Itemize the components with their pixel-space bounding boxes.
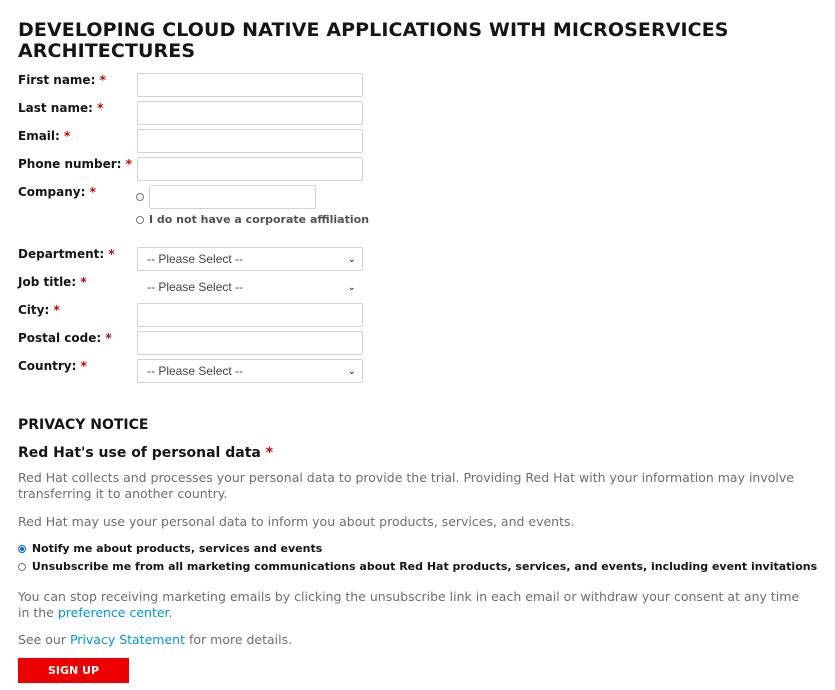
preference-center-link[interactable]: preference center [57,605,169,620]
first-name-label: First name: * [18,73,106,87]
unsubscribe-option[interactable] [18,560,817,573]
department-select[interactable]: -- Please Select -- ⌄ [137,247,363,271]
sign-up-button[interactable]: SIGN UP [18,658,129,683]
chevron-down-icon: ⌄ [347,366,356,377]
privacy-statement-link[interactable]: Privacy Statement [69,632,185,647]
notify-radio[interactable] [18,545,26,553]
email-label: Email: * [18,129,71,143]
email-input[interactable] [137,129,363,153]
postal-code-row [18,331,418,355]
city-label: City: * [18,303,60,317]
last-name-label: Last name: * [18,101,104,115]
last-name-input[interactable] [137,101,363,125]
city-input[interactable] [137,303,363,327]
notify-option[interactable] [18,542,322,555]
privacy-subheading: Red Hat's use of personal data * [18,445,274,461]
phone-row [18,157,418,181]
no-affiliation-label: I do not have a corporate affiliation [149,213,370,226]
email-row [18,129,418,153]
unsubscribe-option-label: Unsubscribe me from all marketing communications about Red Hat products, services, and events, including event invitations [31,560,818,573]
phone-input[interactable] [137,157,363,181]
notify-option-label: Notify me about products, services and events [31,542,323,555]
no-affiliation-radio[interactable] [136,216,144,224]
phone-label: Phone number: * [18,157,132,171]
postal-code-label: Postal code: * [18,331,112,345]
company-label: Company: * [18,185,96,199]
company-input[interactable] [149,185,316,209]
job-title-select[interactable]: -- Please Select -- ⌄ [137,275,363,299]
last-name-row [18,101,418,125]
job-title-label: Job title: * [18,275,87,289]
first-name-input[interactable] [137,73,363,97]
privacy-paragraph-3: You can stop receiving marketing emails by clicking the unsubscribe link in each email or withdraw your consent at any time in the preference center. [18,589,800,620]
city-row [18,303,418,327]
chevron-down-icon: ⌄ [347,254,356,265]
privacy-heading: PRIVACY NOTICE [18,417,149,433]
company-radio[interactable] [136,193,144,201]
country-select[interactable]: -- Please Select -- ⌄ [137,359,363,383]
chevron-down-icon: ⌄ [347,282,356,293]
company-row [18,185,418,233]
privacy-paragraph-2: Red Hat may use your personal data to inform you about products, services, and events. [18,514,575,529]
job-title-row [18,275,418,299]
privacy-paragraph-4: See our Privacy Statement for more details. [18,632,293,647]
country-label: Country: * [18,359,87,373]
page-title: DEVELOPING CLOUD NATIVE APPLICATIONS WITH MICROSERVICES ARCHITECTURES [18,19,729,62]
first-name-row [18,73,418,97]
department-row [18,247,418,271]
department-label: Department: * [18,247,115,261]
country-row [18,359,418,383]
privacy-paragraph-1: Red Hat collects and processes your personal data to provide the trial. Providing Red Hat with your information may involve transferring it to another country. [18,470,794,501]
postal-code-input[interactable] [137,331,363,355]
unsubscribe-radio[interactable] [18,563,26,571]
